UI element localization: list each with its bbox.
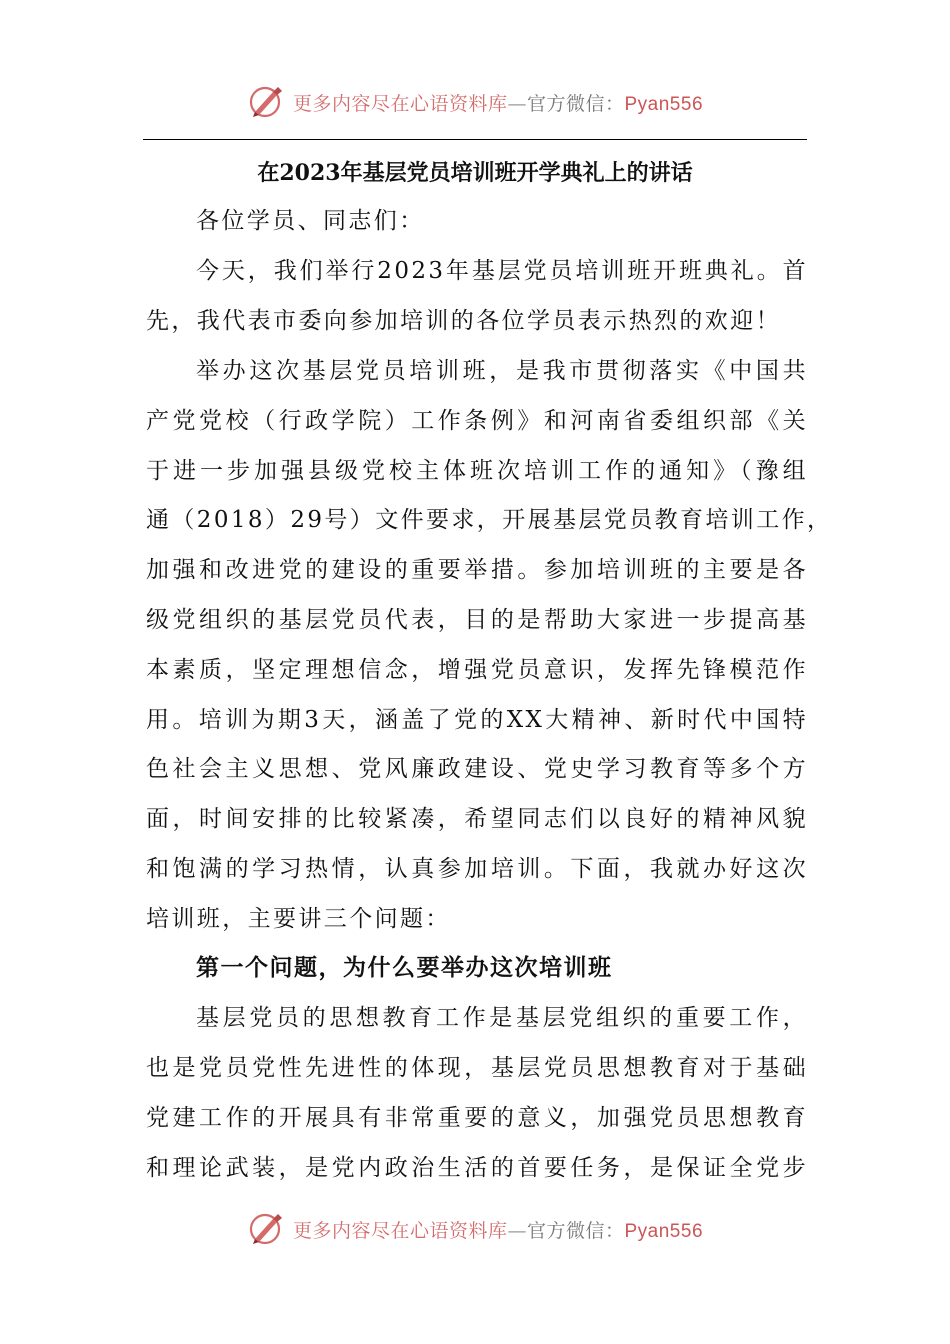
- footer-watermark: [0, 1207, 950, 1251]
- body-line: 于进一步加强县级党校主体班次培训工作的通知》（豫组: [146, 458, 808, 484]
- watermark-main: 更多内容尽在心语资料库: [292, 1219, 508, 1242]
- watermark-main: 更多内容尽在心语资料库: [292, 92, 508, 115]
- body-line: 培训班，主要讲三个问题：: [146, 906, 451, 932]
- watermark-text: [293, 89, 703, 116]
- watermark-separator: —: [507, 1219, 527, 1242]
- body-line: 产党党校（行政学院）工作条例》和河南省委组织部《关: [146, 408, 808, 434]
- body-line: 用。培训为期3天，涵盖了党的XX大精神、新时代中国特: [146, 707, 808, 733]
- header-watermark: [0, 80, 950, 124]
- body-line: 级党组织的基层党员代表，目的是帮助大家进一步提高基: [146, 607, 808, 633]
- body-line: 加强和改进党的建设的重要举措。参加培训班的主要是各: [146, 557, 808, 583]
- pen-logo-icon: [247, 1209, 287, 1249]
- pen-logo-icon: [247, 82, 287, 122]
- body-line: 党建工作的开展具有非常重要的意义，加强党员思想教育: [146, 1105, 808, 1131]
- body-line: 也是党员党性先进性的体现，基层党员思想教育对于基础: [146, 1055, 808, 1081]
- watermark-text: [293, 1216, 703, 1243]
- salutation-line: 各位学员、同志们：: [196, 208, 425, 234]
- body-line: 通（2018）29号）文件要求，开展基层党员教育培训工作，: [146, 507, 833, 533]
- body-line: 本素质，坚定理想信念，增强党员意识，发挥先锋模范作: [146, 657, 808, 683]
- header-rule: [143, 139, 807, 140]
- watermark-wechat-id: Pyan556: [624, 1220, 704, 1242]
- watermark-separator: —: [507, 92, 527, 115]
- body-line: 和理论武装，是党内政治生活的首要任务，是保证全党步: [146, 1155, 808, 1181]
- watermark-wechat-id: Pyan556: [624, 93, 704, 115]
- body-line: 先，我代表市委向参加培训的各位学员表示热烈的欢迎！: [146, 308, 781, 334]
- body-line: 和饱满的学习热情，认真参加培训。下面，我就办好这次: [146, 856, 808, 882]
- watermark-official: 官方微信：: [526, 1219, 625, 1242]
- watermark-official: 官方微信：: [526, 92, 625, 115]
- body-line: 色社会主义思想、党风廉政建设、党史学习教育等多个方: [146, 756, 808, 782]
- document-title: 在2023年基层党员培训班开学典礼上的讲话: [257, 160, 693, 186]
- body-line: 基层党员的思想教育工作是基层党组织的重要工作，: [196, 1005, 808, 1031]
- section-heading: 第一个问题，为什么要举办这次培训班: [196, 954, 613, 981]
- body-line: 举办这次基层党员培训班，是我市贯彻落实《中国共: [196, 358, 808, 384]
- body-line: 今天，我们举行2023年基层党员培训班开班典礼。首: [196, 258, 808, 284]
- body-line: 面，时间安排的比较紧凑，希望同志们以良好的精神风貌: [146, 806, 808, 832]
